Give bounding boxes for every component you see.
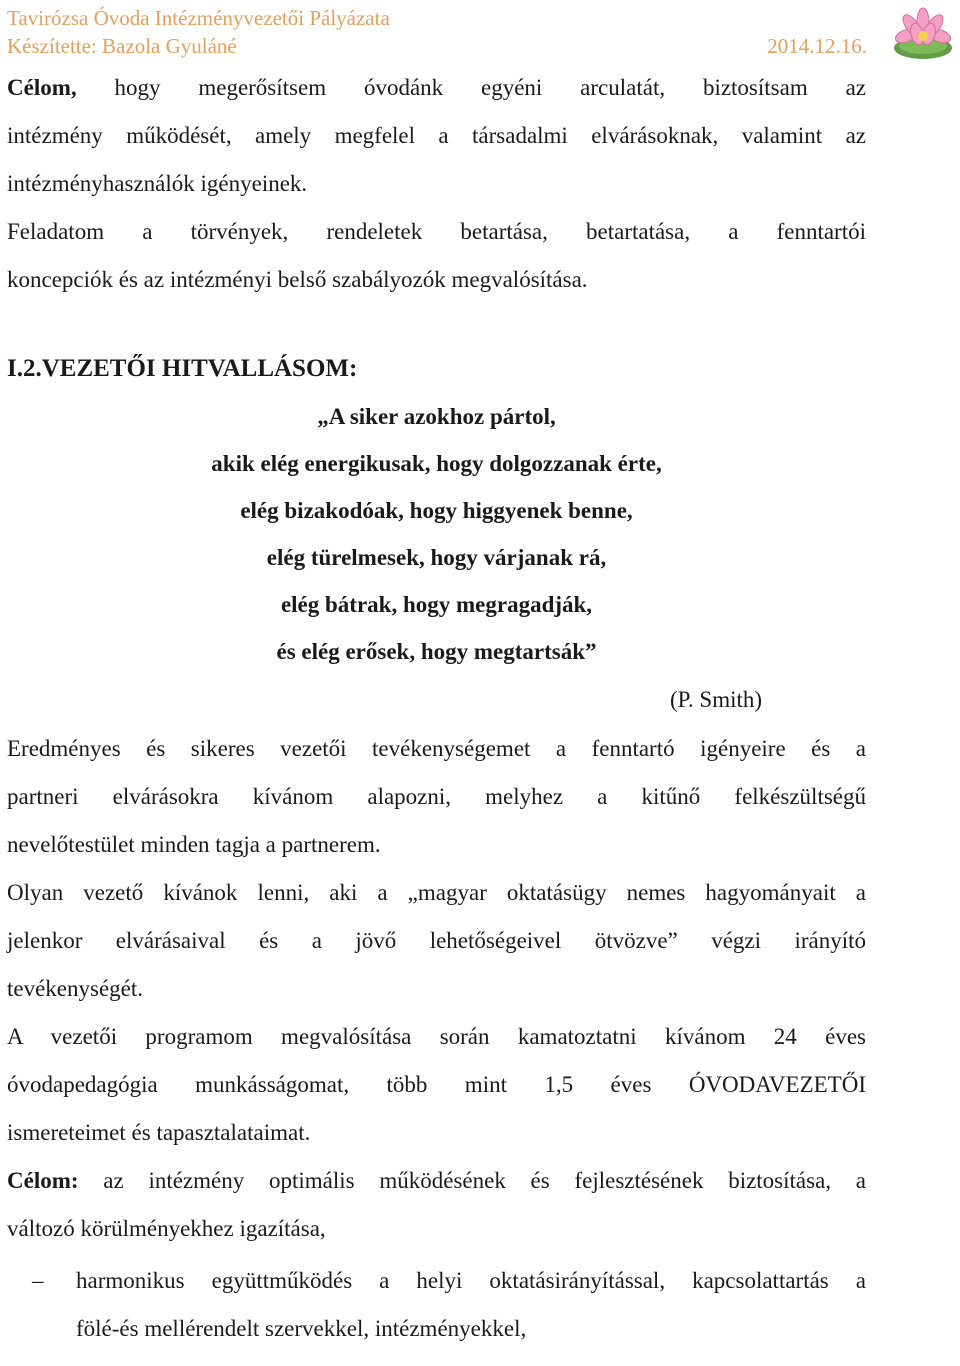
text-line: Célom, hogy megerősítsem óvodánk egyéni arculatát, biztosítsam az (7, 75, 866, 100)
document-header (7, 4, 867, 60)
header-meta (7, 32, 867, 60)
text-line: intézményhasználók igényeinek. (7, 171, 308, 196)
header-author: Készítette: Bazola Gyuláné (7, 34, 237, 58)
text-line: ismereteimet és tapasztalataimat. (7, 1120, 311, 1145)
paragraph-goal (7, 1157, 866, 1253)
intro-paragraph-task (7, 208, 866, 304)
document-body (7, 64, 866, 1353)
motto-quote (7, 393, 866, 675)
header-title: Tavirózsa Óvoda Intézményvezetői Pályázata (7, 6, 390, 30)
text-line: tevékenységét. (7, 976, 144, 1001)
quote-line: elég bizakodóak, hogy higgyenek benne, (240, 498, 633, 523)
text-line: Olyan vezető kívánok lenni, aki a „magyar oktatásügy nemes hagyományait a (7, 880, 866, 905)
text-line: jelenkor elvárásaival és a jövő lehetőségeivel ötvözve” végzi irányító (7, 928, 866, 953)
intro-paragraph-goal (7, 64, 866, 208)
header-date: 2014.12.16. (767, 34, 867, 58)
quote-line: és elég erősek, hogy megtartsák” (276, 639, 597, 664)
text-line: partneri elvárásokra kívánom alapozni, melyhez a kitűnő felkészültségű (7, 784, 866, 809)
text-line: nevelőtestület minden tagja a partnerem. (7, 832, 381, 857)
quote-author: (P. Smith) (670, 687, 763, 712)
quote-line: elég türelmesek, hogy várjanak rá, (266, 545, 607, 570)
goal-lead: Célom: (7, 1168, 79, 1193)
text-line: Célom: az intézmény optimális működésének és fejlesztésének biztosítása, a (7, 1168, 866, 1193)
quote-line: „A siker azokhoz pártol, (317, 404, 556, 429)
text-line: Feladatom a törvények, rendeletek betartása, betartatása, a fenntartói (7, 219, 866, 244)
paragraph-successful-leadership (7, 725, 866, 869)
paragraph-experience (7, 1013, 866, 1157)
dash-bullet: – (32, 1268, 44, 1293)
text-line: fölé-és mellérendelt szervekkel, intézményekkel, (76, 1316, 527, 1341)
text-line: óvodapedagógia munkásságomat, több mint 1,5 éves ÓVODAVEZETŐI (7, 1072, 866, 1097)
text-line: változó körülményekhez igazítása, (7, 1216, 326, 1241)
quote-line: elég bátrak, hogy megragadják, (280, 592, 593, 617)
text-line: Eredményes és sikeres vezetői tevékenységemet a fenntartó igényeire és a (7, 736, 866, 761)
text-line: A vezetői programom megvalósítása során kamatoztatni kívánom 24 éves (7, 1024, 866, 1049)
text-line: harmonikus együttműködés a helyi oktatásirányítással, kapcsolattartás a (76, 1268, 866, 1293)
water-lily-icon (892, 6, 954, 62)
quote-line: akik elég energikusak, hogy dolgozzanak érte, (211, 451, 662, 476)
list-item (7, 1257, 866, 1353)
section-heading: I.2.VEZETŐI HITVALLÁSOM: (7, 355, 358, 382)
paragraph-leader-vision (7, 869, 866, 1013)
text-line: intézmény működését, amely megfelel a társadalmi elvárásoknak, valamint az (7, 123, 866, 148)
goal-lead: Célom, (7, 75, 77, 100)
text-line: koncepciók és az intézményi belső szabályozók megvalósítása. (7, 267, 588, 292)
